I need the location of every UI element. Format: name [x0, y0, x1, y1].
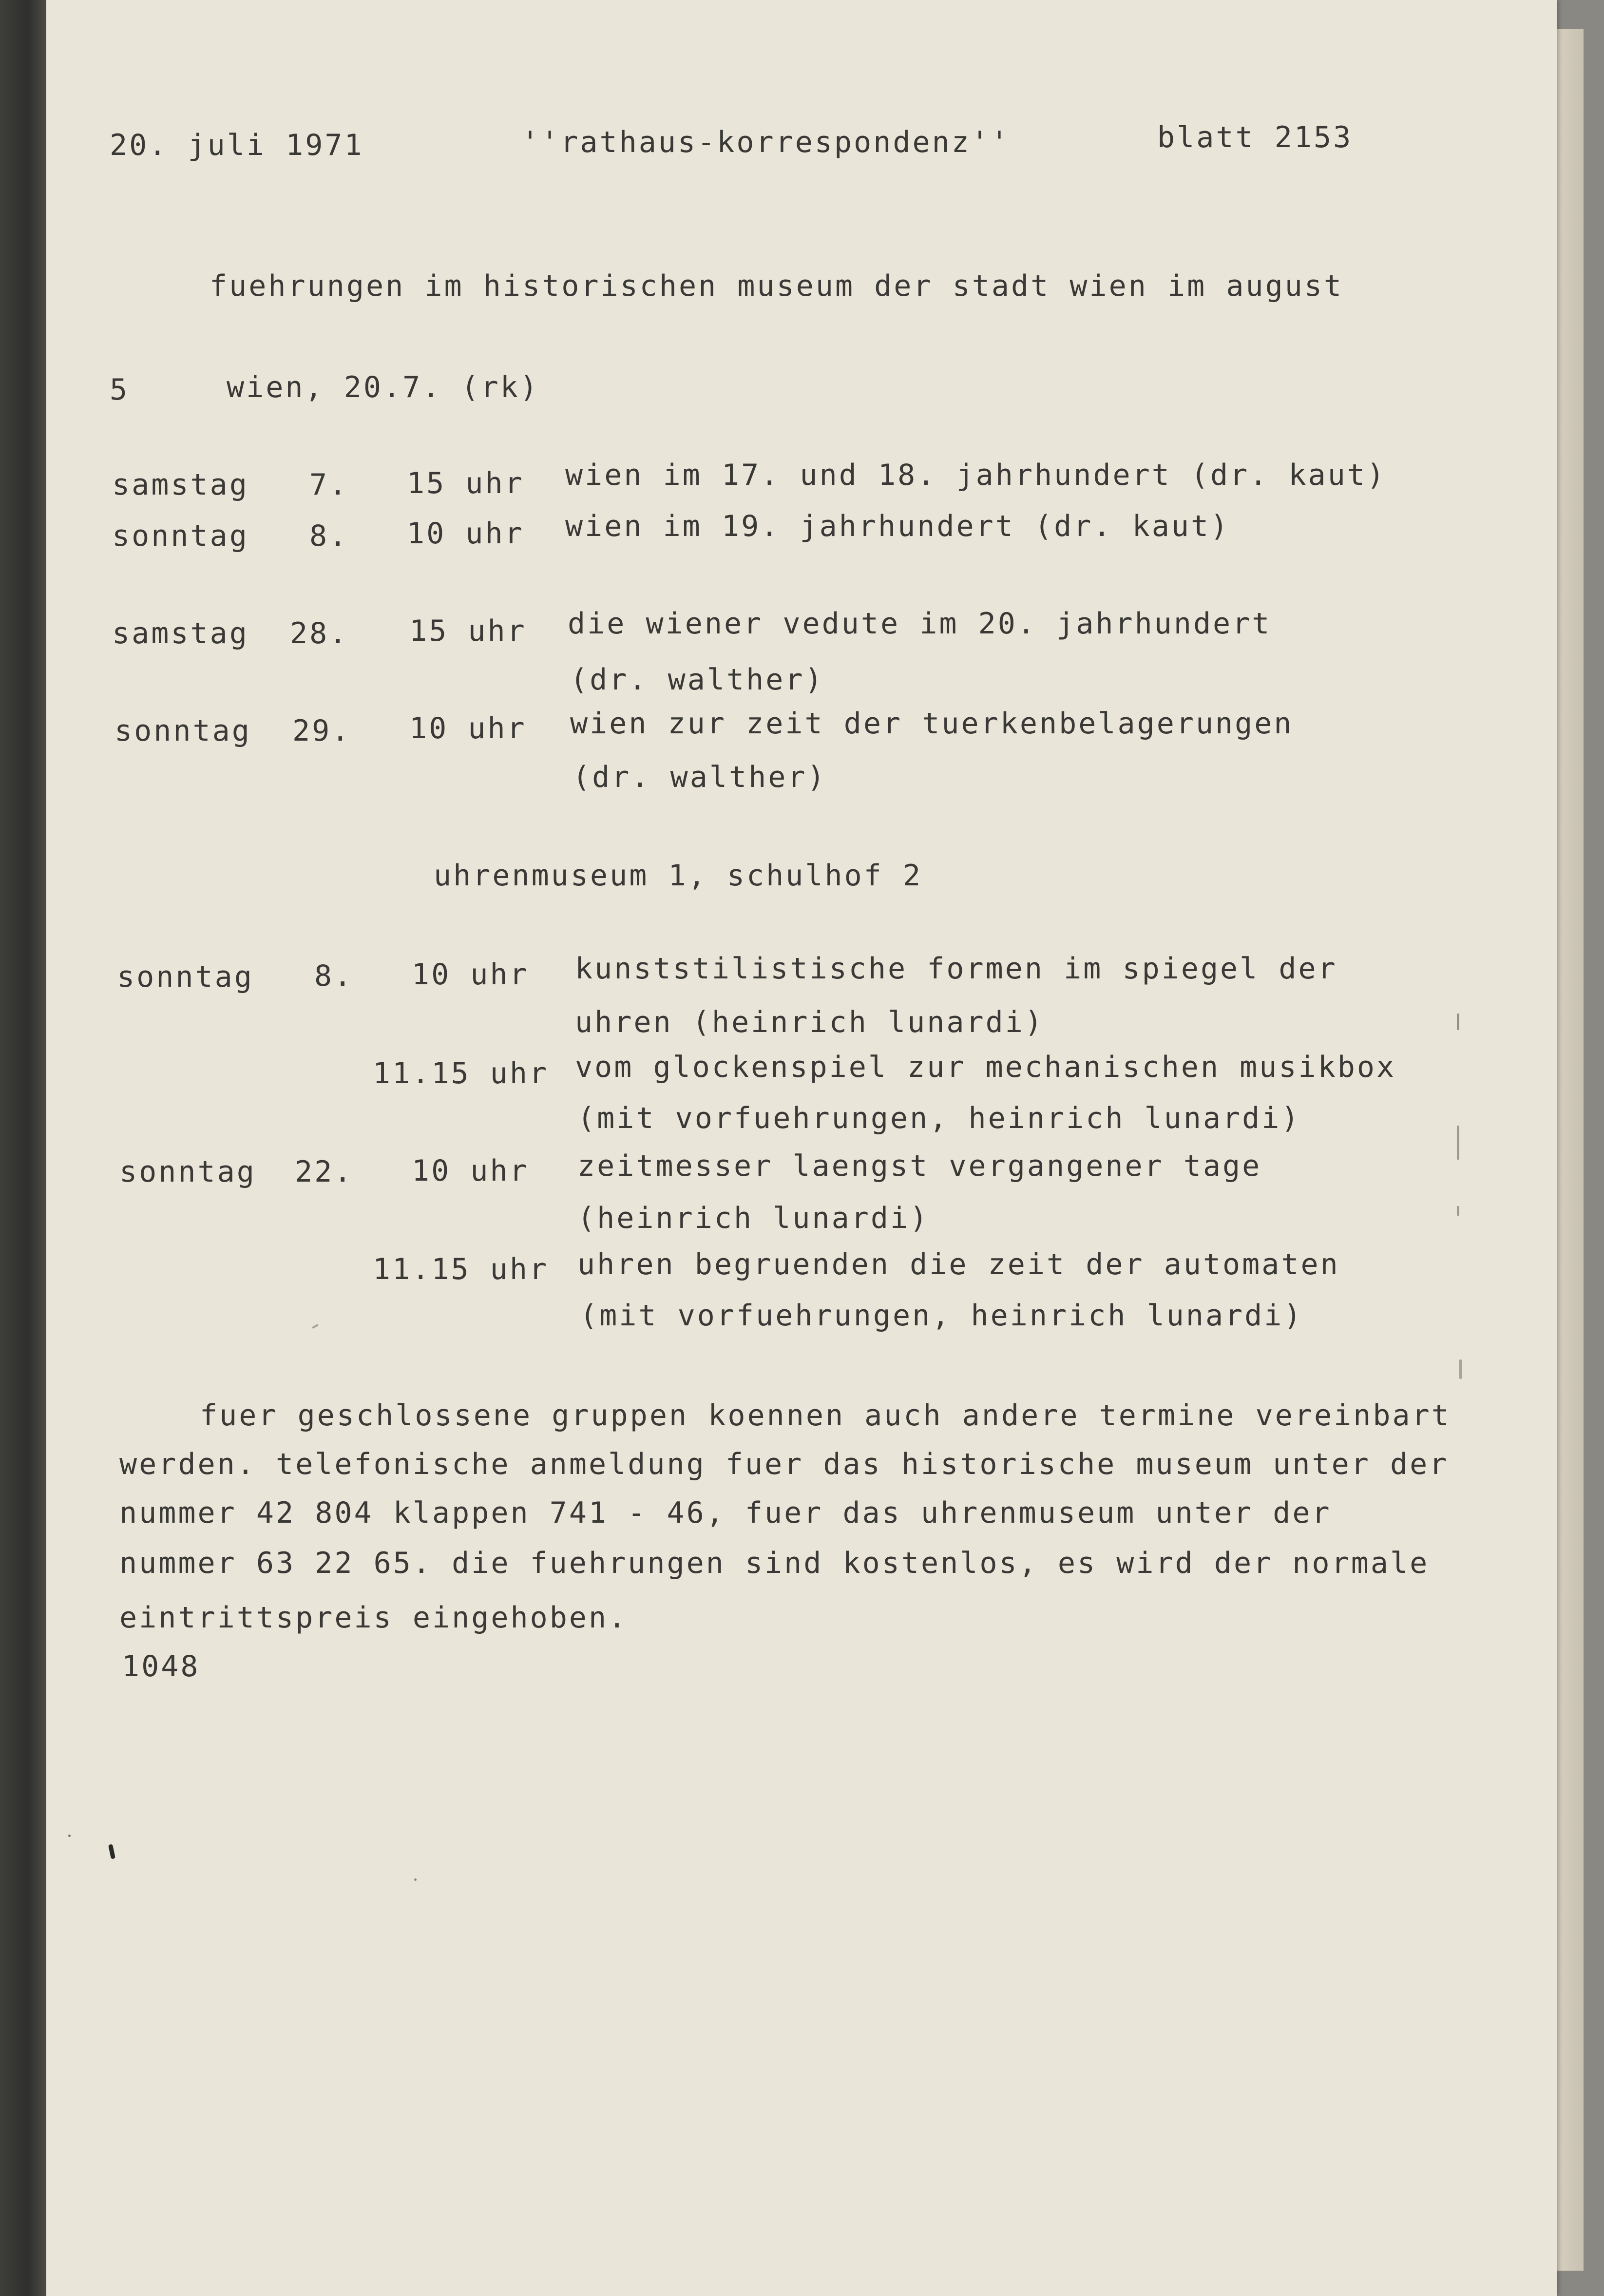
- schedule-date: 28.: [290, 616, 349, 651]
- clock-museum-heading: uhrenmuseum 1, schulhof 2: [434, 859, 923, 893]
- schedule-topic: kunststilistische formen im spiegel der: [575, 952, 1337, 986]
- schedule-topic: vom glockenspiel zur mechanischen musikbox: [575, 1050, 1396, 1084]
- ink-speck: [1457, 1014, 1459, 1030]
- ink-speck: [312, 1324, 319, 1329]
- schedule-time: 10 uhr: [412, 957, 529, 992]
- document-title: fuehrungen im historischen museum der stadt wien im august: [210, 269, 1344, 303]
- schedule-topic: zeitmesser laengst vergangener tage: [577, 1149, 1262, 1183]
- schedule-time: 10 uhr: [409, 711, 527, 746]
- ink-speck: [1457, 1206, 1459, 1216]
- schedule-topic: wien zur zeit der tuerkenbelagerungen: [570, 707, 1294, 741]
- schedule-topic: wien im 17. und 18. jahrhundert (dr. kaut): [565, 458, 1387, 492]
- ink-speck: [68, 1835, 71, 1837]
- schedule-topic: wien im 19. jahrhundert (dr. kaut): [565, 509, 1230, 543]
- footer-code: 1048: [122, 1649, 200, 1684]
- schedule-day: sonntag: [117, 960, 254, 994]
- schedule-topic: (dr. walther): [570, 663, 824, 697]
- note-line: nummer 42 804 klappen 741 - 46, fuer das uhrenmuseum unter der: [119, 1496, 1332, 1530]
- note-line: eintrittspreis eingehoben.: [119, 1601, 628, 1635]
- schedule-time: 11.15 uhr: [373, 1056, 549, 1091]
- schedule-day: samstag: [112, 616, 249, 651]
- schedule-time: 15 uhr: [407, 466, 524, 500]
- schedule-time: 10 uhr: [407, 517, 524, 551]
- schedule-day: sonntag: [112, 519, 249, 553]
- schedule-day: sonntag: [115, 714, 251, 748]
- dateline-number: 5: [110, 373, 130, 407]
- schedule-date: 22.: [295, 1155, 354, 1189]
- dateline-text: wien, 20.7. (rk): [227, 370, 539, 404]
- note-line: werden. telefonische anmeldung fuer das historische museum unter der: [119, 1447, 1449, 1481]
- note-line: fuer geschlossene gruppen koennen auch andere termine vereinbart: [200, 1398, 1451, 1433]
- schedule-topic: (mit vorfuehrungen, heinrich lunardi): [580, 1299, 1303, 1333]
- ink-speck: [414, 1878, 417, 1881]
- header-date: 20. juli 1971: [110, 128, 364, 162]
- schedule-date: 7.: [309, 468, 349, 502]
- ink-speck: [1457, 1126, 1459, 1160]
- schedule-topic: uhren begruenden die zeit der automaten: [577, 1247, 1340, 1282]
- binder-cover: [0, 0, 46, 2296]
- schedule-topic: (heinrich lunardi): [577, 1201, 930, 1235]
- schedule-date: 29.: [292, 714, 351, 748]
- schedule-topic: uhren (heinrich lunardi): [575, 1005, 1044, 1039]
- schedule-topic: (mit vorfuehrungen, heinrich lunardi): [577, 1101, 1301, 1135]
- schedule-time: 11.15 uhr: [373, 1252, 549, 1286]
- schedule-topic: die wiener vedute im 20. jahrhundert: [568, 607, 1272, 641]
- typewritten-page: [46, 0, 1557, 2296]
- note-line: nummer 63 22 65. die fuehrungen sind kostenlos, es wird der normale: [119, 1546, 1430, 1580]
- header-publication: ''rathaus-korrespondenz'': [521, 125, 1011, 159]
- schedule-date: 8.: [314, 959, 354, 993]
- schedule-time: 10 uhr: [412, 1154, 529, 1188]
- ink-speck: [1459, 1359, 1462, 1379]
- schedule-day: samstag: [112, 468, 249, 502]
- schedule-time: 15 uhr: [409, 614, 527, 648]
- header-sheet-number: blatt 2153: [1157, 120, 1353, 154]
- schedule-day: sonntag: [119, 1155, 256, 1189]
- schedule-topic: (dr. walther): [573, 760, 827, 794]
- ink-speck: [108, 1844, 115, 1859]
- schedule-date: 8.: [309, 519, 349, 553]
